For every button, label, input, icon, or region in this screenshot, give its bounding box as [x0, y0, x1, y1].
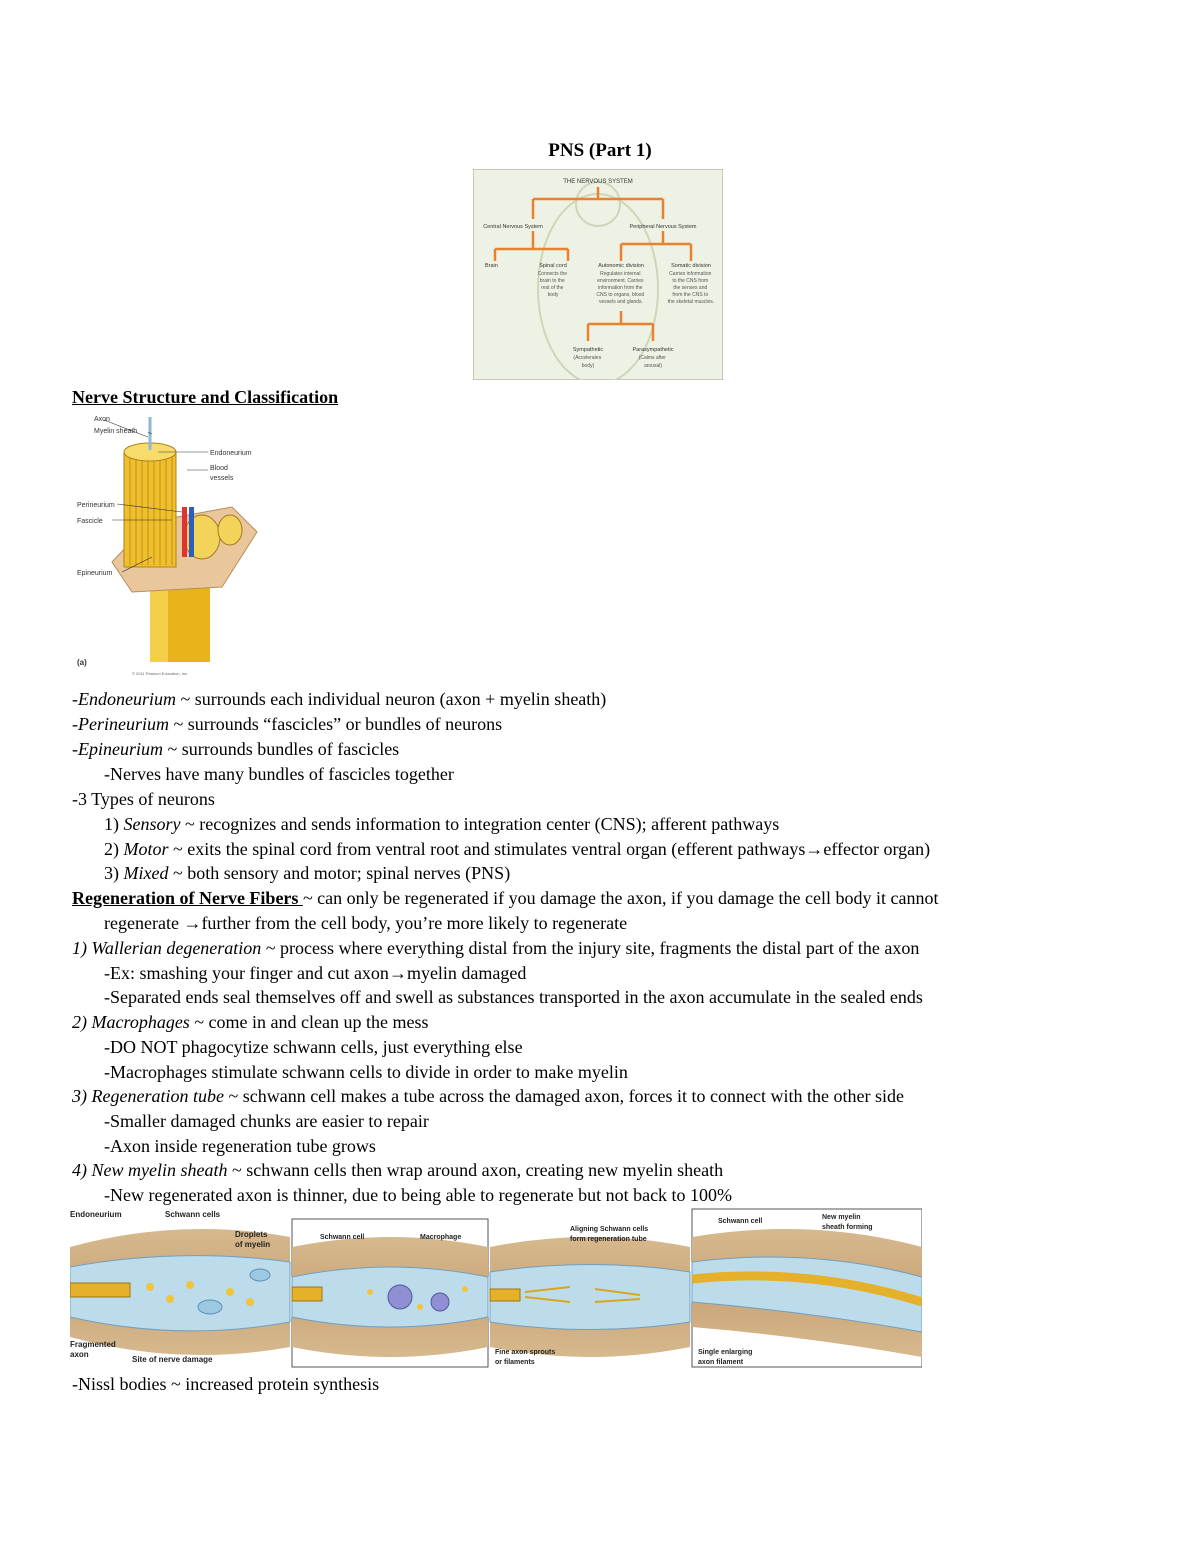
- ns-brain: Brain: [485, 263, 498, 269]
- regen-label-new-myelin: New myelin: [822, 1214, 861, 1221]
- regen-label-site: Site of nerve damage: [132, 1355, 213, 1364]
- regen-label-axon: axon: [70, 1350, 89, 1359]
- term-motor: Motor: [123, 839, 169, 859]
- ns-auto-desc-1: Regulates internal: [600, 271, 641, 277]
- regen-label-tube: form regeneration tube: [570, 1236, 647, 1243]
- label-fascicle: Fascicle: [77, 518, 103, 525]
- ns-som-desc-2: to the CNS from: [672, 278, 709, 284]
- step-macrophages: 2) Macrophages ~ come in and clean up the mess: [72, 1012, 429, 1032]
- ns-som-desc-1: Carries information: [669, 271, 712, 277]
- arrow-icon: →: [805, 839, 824, 859]
- label-panel-a: (a): [77, 658, 87, 667]
- ns-spinal-desc-3: rest of the: [541, 285, 564, 291]
- def-endoneurium: ~ surrounds each individual neuron (axon + myelin sheath): [176, 689, 607, 709]
- regen-label-single: Single enlarging: [698, 1349, 753, 1356]
- ns-auto-desc-5: vessels and glands.: [599, 299, 643, 305]
- regen-label-filaments: or filaments: [495, 1359, 535, 1366]
- regen-label-fragmented: Fragmented: [70, 1340, 116, 1349]
- regen-label-schwann-cell-4: Schwann cell: [718, 1218, 763, 1225]
- regen-panel-4: [692, 1209, 922, 1367]
- note-neuron-types: -3 Types of neurons: [72, 789, 215, 809]
- term-endoneurium: Endoneurium: [78, 689, 176, 709]
- ns-autonomic: Autonomic division: [598, 263, 644, 269]
- term-sensory: Sensory: [123, 814, 181, 834]
- regen-panel-1: [70, 1210, 290, 1365]
- label-axon: Axon: [94, 416, 110, 423]
- step-wallerian: 1) Wallerian degeneration ~ process where everything distal from the injury site, fragments the distal part of the axon: [72, 938, 920, 958]
- note-nissl-bodies: -Nissl bodies ~ increased protein synthesis: [72, 1374, 380, 1394]
- regen-panel-3: [490, 1225, 690, 1366]
- step-new-myelin-a: -New regenerated axon is thinner, due to being able to regenerate but not back to 100%: [104, 1185, 733, 1205]
- label-perineurium: Perineurium: [77, 502, 115, 509]
- regen-label-schwann-cells: Schwann cells: [165, 1210, 221, 1219]
- regen-label-axon-filament: axon filament: [698, 1359, 744, 1366]
- section-heading-nerve-structure: Nerve Structure and Classification: [72, 387, 339, 407]
- nervous-system-diagram: [473, 169, 723, 380]
- ns-auto-desc-2: environment. Carries: [597, 278, 644, 284]
- step-wallerian-example: -Ex: smashing your finger and cut axon→myelin damaged: [104, 963, 527, 983]
- step-regen-tube-a: -Smaller damaged chunks are easier to repair: [104, 1111, 429, 1131]
- note-mixed: 3) Mixed ~ both sensory and motor; spinal nerves (PNS): [104, 863, 511, 883]
- ns-auto-desc-4: CNS to organs, blood: [596, 292, 645, 298]
- regen-label-endoneurium: Endoneurium: [70, 1210, 122, 1219]
- note-epineurium: -Epineurium ~ surrounds bundles of fascicles: [72, 739, 400, 759]
- regen-panel-2: [292, 1219, 488, 1367]
- step-regen-tube: 3) Regeneration tube ~ schwann cell makes a tube across the damaged axon, forces it to connect with the other side: [72, 1086, 904, 1106]
- def-epineurium: ~ surrounds bundles of fascicles: [163, 739, 400, 759]
- step-wallerian-sealed: -Separated ends seal themselves off and swell as substances transported in the axon accumulate in the sealed ends: [104, 987, 923, 1007]
- note-motor: 2) Motor ~ exits the spinal cord from ventral root and stimulates ventral organ (efferent pathways→effector organ): [104, 839, 931, 859]
- ns-para-desc-2: arousal): [643, 363, 663, 369]
- regen-label-macrophage: Macrophage: [420, 1234, 462, 1241]
- note-sensory: 1) Sensory ~ recognizes and sends information to integration center (CNS); afferent pathways: [104, 814, 780, 834]
- ns-som-desc-5: the skeletal muscles.: [667, 299, 715, 305]
- regen-label-of-myelin: of myelin: [235, 1240, 271, 1249]
- ns-somatic: Somatic division: [671, 263, 711, 269]
- label-vessels: vessels: [210, 475, 234, 482]
- nerve-structure-figure: [72, 412, 267, 682]
- ns-som-desc-4: from the CNS to: [672, 292, 709, 298]
- ns-symp-desc-1: (Accelerates: [573, 355, 602, 361]
- regen-label-fine-axon: Fine axon sprouts: [495, 1349, 556, 1356]
- svg-text:Regulates internal environ: [596, 271, 645, 305]
- note-perineurium: -Perineurium ~ surrounds “fascicles” or bundles of neurons: [72, 714, 503, 734]
- ns-som-desc-3: the senses and: [673, 285, 708, 291]
- def-perineurium: ~ surrounds “fascicles” or bundles of neurons: [168, 714, 503, 734]
- step-new-myelin: 4) New myelin sheath ~ schwann cells then wrap around axon, creating new myelin sheath: [72, 1160, 724, 1180]
- step-macrophages-b: -Macrophages stimulate schwann cells to divide in order to make myelin: [104, 1062, 628, 1082]
- nerve-regeneration-figure: [70, 1207, 922, 1369]
- ns-cns: Central Nervous System: [483, 224, 543, 230]
- arrow-icon: →: [183, 913, 202, 933]
- note-nerves: -Nerves have many bundles of fascicles together: [104, 764, 454, 784]
- regen-label-sheath-forming: sheath forming: [822, 1224, 873, 1231]
- ns-para-desc-1: (Calms after: [638, 355, 666, 361]
- ns-spinal-desc-1: Connects the: [537, 271, 568, 277]
- ns-pns: Peripheral Nervous System: [629, 224, 697, 230]
- ns-symp-desc-2: body): [581, 363, 595, 369]
- ns-spinal-desc-2: brain to the: [539, 278, 565, 284]
- term-mixed: Mixed: [123, 863, 169, 883]
- step-macrophages-a: -DO NOT phagocytize schwann cells, just everything else: [104, 1037, 523, 1057]
- label-blood: Blood: [210, 465, 228, 472]
- label-copyright: © 2011 Pearson Education, Inc.: [132, 671, 189, 676]
- regeneration-intro: Regeneration of Nerve Fibers ~ can only be regenerated if you damage the axon, if you damage the cell body it cannot: [72, 888, 939, 908]
- svg-text:Carries information to the: [668, 271, 714, 305]
- step-regen-tube-b: -Axon inside regeneration tube grows: [104, 1136, 376, 1156]
- ns-auto-desc-3: information from the: [598, 285, 643, 291]
- arrow-icon: →: [388, 963, 407, 983]
- regen-label-aligning: Aligning Schwann cells: [570, 1226, 649, 1233]
- ns-spinal-cord: Spinal cord: [539, 263, 567, 269]
- term-epineurium: Epineurium: [78, 739, 163, 759]
- ns-root: THE NERVOUS SYSTEM: [563, 179, 633, 185]
- label-myelin-sheath: Myelin sheath: [94, 428, 138, 435]
- regen-label-droplets: Droplets: [235, 1230, 268, 1239]
- regen-label-schwann-cell-2: Schwann cell: [320, 1234, 365, 1241]
- ns-sympathetic: Sympathetic: [572, 347, 604, 353]
- label-endoneurium: Endoneurium: [210, 450, 252, 457]
- note-endoneurium: -Endoneurium ~ surrounds each individual neuron (axon + myelin sheath): [72, 689, 607, 709]
- page-title: PNS (Part 1): [548, 140, 652, 161]
- regeneration-intro-2: regenerate →further from the cell body, you’re more likely to regenerate: [104, 913, 628, 933]
- section-heading-regeneration: Regeneration of Nerve Fibers: [72, 888, 303, 908]
- label-epineurium: Epineurium: [77, 570, 113, 577]
- ns-parasympathetic: Parasympathetic: [632, 347, 674, 353]
- ns-spinal-desc-4: body: [547, 292, 559, 298]
- term-perineurium: Perineurium: [78, 714, 169, 734]
